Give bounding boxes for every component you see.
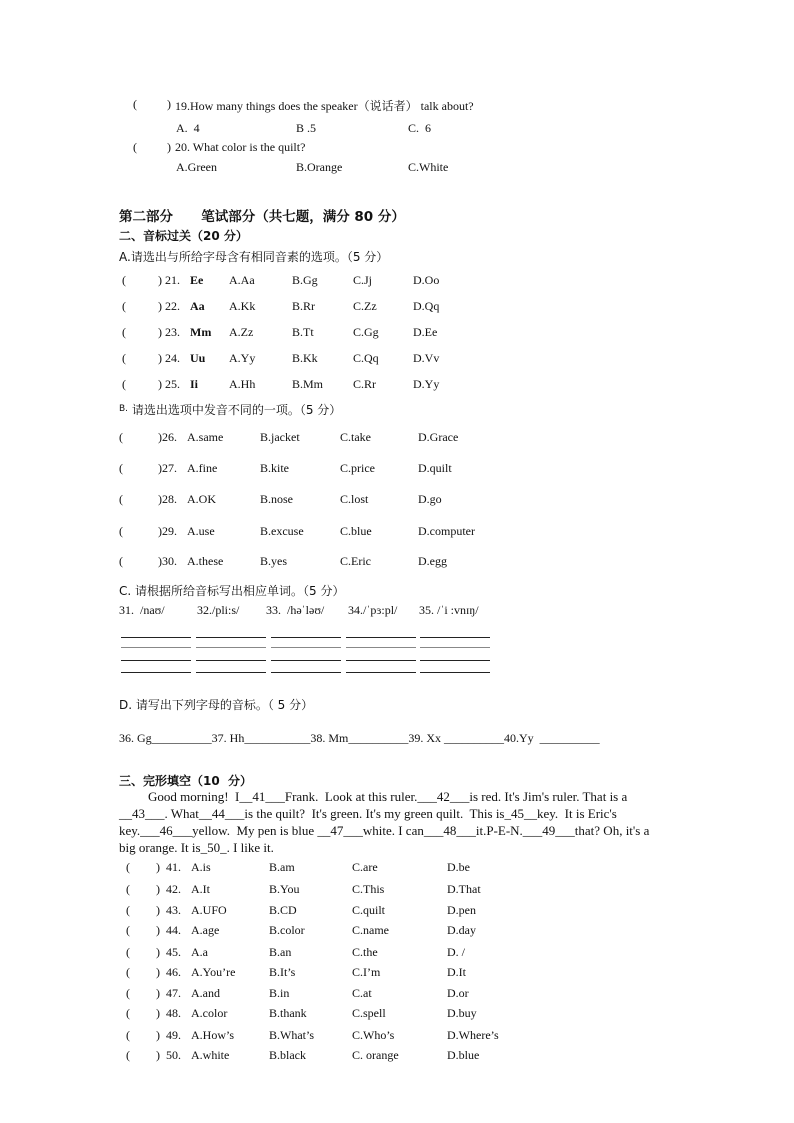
writing-guide-line[interactable] bbox=[121, 647, 191, 648]
option-b[interactable]: B.am bbox=[269, 860, 295, 874]
answer-bracket[interactable]: ( bbox=[122, 351, 126, 365]
option-c[interactable]: C.price bbox=[340, 461, 375, 475]
option-a[interactable]: A.and bbox=[191, 986, 220, 1000]
writing-guide-line[interactable] bbox=[271, 660, 341, 661]
option-c[interactable]: C.Gg bbox=[353, 325, 379, 339]
question-number: ) 47. bbox=[156, 986, 181, 1000]
option-b[interactable]: B.What’s bbox=[269, 1028, 314, 1042]
answer-bracket[interactable]: ( bbox=[126, 882, 130, 896]
answer-bracket[interactable]: ( bbox=[119, 524, 123, 538]
option-d[interactable]: D.Oo bbox=[413, 273, 440, 287]
writing-guide-line[interactable] bbox=[271, 647, 341, 648]
option-b[interactable]: B.in bbox=[269, 986, 290, 1000]
question-number: ) 46. bbox=[156, 965, 181, 979]
answer-bracket[interactable]: ( bbox=[126, 860, 130, 874]
section-b-prefix: B. bbox=[119, 404, 129, 414]
q20-option-c[interactable]: C.White bbox=[408, 160, 449, 174]
phonetic-item-33: 33. /həˈləʊ/ bbox=[266, 603, 325, 617]
option-d[interactable]: D.go bbox=[418, 492, 442, 506]
option-c[interactable]: C.Jj bbox=[353, 273, 373, 287]
writing-guide-line[interactable] bbox=[196, 660, 266, 661]
answer-bracket[interactable]: ( bbox=[122, 299, 126, 313]
letter-phonetics-line[interactable]: 36. Gg__________37. Hh___________38. Mm__________39. Xx __________40.Yy __________ bbox=[119, 731, 600, 745]
answer-bracket[interactable]: ( bbox=[122, 377, 126, 391]
writing-guide-line[interactable] bbox=[346, 672, 416, 673]
option-d[interactable]: D.Ee bbox=[413, 325, 438, 339]
option-b[interactable]: B.color bbox=[269, 923, 305, 937]
writing-guide-line[interactable] bbox=[420, 660, 490, 661]
answer-bracket[interactable]: ( bbox=[119, 492, 123, 506]
writing-guide-line[interactable] bbox=[121, 660, 191, 661]
option-a[interactable]: A.Zz bbox=[229, 325, 254, 339]
option-c[interactable]: C.lost bbox=[340, 492, 369, 506]
option-a[interactable]: A.a bbox=[191, 945, 208, 959]
q19-option-c[interactable]: C. 6 bbox=[408, 121, 432, 135]
option-d[interactable]: D.be bbox=[447, 860, 470, 874]
answer-bracket[interactable]: ( bbox=[126, 1048, 130, 1062]
question-number: ) 23. bbox=[158, 325, 180, 339]
option-b[interactable]: B.It’s bbox=[269, 965, 296, 979]
question-number: ) 25. bbox=[158, 377, 180, 391]
option-d[interactable]: D.That bbox=[447, 882, 481, 896]
part2-title: 第二部分 笔试部分（共七题，满分 80 分） bbox=[119, 209, 405, 225]
question-number: ) 24. bbox=[158, 351, 180, 365]
answer-bracket[interactable]: ( bbox=[126, 945, 130, 959]
option-b[interactable]: B.nose bbox=[260, 492, 293, 506]
question-number: ) 45. bbox=[156, 945, 181, 959]
writing-guide-line[interactable] bbox=[346, 660, 416, 661]
answer-bracket[interactable]: ( bbox=[126, 1006, 130, 1020]
option-c[interactable]: C.This bbox=[352, 882, 385, 896]
option-d[interactable]: D.egg bbox=[418, 554, 447, 568]
option-d[interactable]: D.Yy bbox=[413, 377, 440, 391]
option-a[interactable]: A.Aa bbox=[229, 273, 255, 287]
q19-option-b[interactable]: B .5 bbox=[296, 121, 317, 135]
answer-bracket[interactable]: ( bbox=[122, 325, 126, 339]
option-a[interactable]: A.How’s bbox=[191, 1028, 235, 1042]
option-d[interactable]: D.Where’s bbox=[447, 1028, 499, 1042]
option-d[interactable]: D.Qq bbox=[413, 299, 440, 313]
phonetic-item-31: 31. /naʊ/ bbox=[119, 603, 165, 617]
option-c[interactable]: C.Qq bbox=[353, 351, 379, 365]
writing-guide-line[interactable] bbox=[420, 672, 490, 673]
option-b[interactable]: B.You bbox=[269, 882, 300, 896]
section-c-title: C. 请根据所给音标写出相应单词。（5 分） bbox=[119, 584, 345, 598]
section-phonetics-title: 二、音标过关（20 分） bbox=[119, 229, 248, 243]
q20-option-b[interactable]: B.Orange bbox=[296, 160, 343, 174]
q19-bracket[interactable]: ( ) bbox=[133, 97, 171, 111]
option-b[interactable]: B.Kk bbox=[292, 351, 318, 365]
writing-guide-line[interactable] bbox=[121, 637, 191, 638]
option-c[interactable]: C.Zz bbox=[353, 299, 377, 313]
question-number: ) 22. bbox=[158, 299, 180, 313]
section-a-title: A.请选出与所给字母含有相同音素的选项。（5 分） bbox=[119, 250, 389, 264]
given-letter: Ee bbox=[190, 273, 204, 287]
writing-guide-line[interactable] bbox=[121, 672, 191, 673]
question-number: ) 50. bbox=[156, 1048, 181, 1062]
option-a[interactable]: A.color bbox=[191, 1006, 228, 1020]
passage-line-1: Good morning! I__41___Frank. Look at this ruler.___42___is red. It's Jim's ruler. That is a bbox=[148, 789, 628, 804]
section-d-title: D. 请写出下列字母的音标。（ 5 分） bbox=[119, 698, 314, 712]
option-a[interactable]: A.OK bbox=[187, 492, 216, 506]
q20-stem: 20. What color is the quilt? bbox=[175, 140, 306, 154]
option-c[interactable]: C.at bbox=[352, 986, 372, 1000]
q20-bracket[interactable]: ( ) bbox=[133, 140, 171, 154]
option-b[interactable]: B.Rr bbox=[292, 299, 316, 313]
answer-bracket[interactable]: ( bbox=[119, 430, 123, 444]
option-b[interactable]: B.an bbox=[269, 945, 292, 959]
option-d[interactable]: D.Vv bbox=[413, 351, 440, 365]
phonetic-item-34: 34./ˈpɜ:pl/ bbox=[348, 603, 398, 617]
writing-guide-line[interactable] bbox=[271, 672, 341, 673]
option-b[interactable]: B.CD bbox=[269, 903, 297, 917]
option-a[interactable]: A.these bbox=[187, 554, 224, 568]
option-b[interactable]: B.jacket bbox=[260, 430, 300, 444]
option-a[interactable]: A.Kk bbox=[229, 299, 256, 313]
answer-bracket[interactable]: ( bbox=[126, 903, 130, 917]
option-c[interactable]: C.the bbox=[352, 945, 378, 959]
answer-bracket[interactable]: ( bbox=[119, 554, 123, 568]
option-a[interactable]: A.same bbox=[187, 430, 224, 444]
question-number: )26. bbox=[158, 430, 177, 444]
given-letter: Ii bbox=[190, 377, 199, 391]
option-b[interactable]: B.Gg bbox=[292, 273, 318, 287]
option-c[interactable]: C.name bbox=[352, 923, 389, 937]
option-d[interactable]: D.or bbox=[447, 986, 469, 1000]
given-letter: Aa bbox=[190, 299, 205, 313]
option-c[interactable]: C.blue bbox=[340, 524, 372, 538]
writing-guide-line[interactable] bbox=[196, 637, 266, 638]
question-number: ) 44. bbox=[156, 923, 181, 937]
writing-guide-line[interactable] bbox=[420, 647, 490, 648]
option-b[interactable]: B.black bbox=[269, 1048, 306, 1062]
option-d[interactable]: D.Grace bbox=[418, 430, 459, 444]
option-a[interactable]: A.It bbox=[191, 882, 210, 896]
option-d[interactable]: D.computer bbox=[418, 524, 475, 538]
given-letter: Uu bbox=[190, 351, 206, 365]
question-number: ) 41. bbox=[156, 860, 181, 874]
passage-line-4: big orange. It is_50_. I like it. bbox=[119, 840, 274, 855]
writing-guide-line[interactable] bbox=[196, 647, 266, 648]
option-a[interactable]: A.use bbox=[187, 524, 215, 538]
question-number: )27. bbox=[158, 461, 177, 475]
phonetic-item-32: 32./pli:s/ bbox=[197, 603, 240, 617]
question-number: )28. bbox=[158, 492, 177, 506]
phonetic-item-35: 35. /ˈi :vnɪŋ/ bbox=[419, 603, 479, 617]
option-a[interactable]: A.UFO bbox=[191, 903, 227, 917]
answer-bracket[interactable]: ( bbox=[126, 923, 130, 937]
writing-guide-line[interactable] bbox=[346, 647, 416, 648]
answer-bracket[interactable]: ( bbox=[126, 965, 130, 979]
section-cloze-title: 三、完形填空（10 分） bbox=[119, 774, 253, 788]
option-c[interactable]: C.Eric bbox=[340, 554, 371, 568]
option-a[interactable]: A.You’re bbox=[191, 965, 236, 979]
option-b[interactable]: B.Tt bbox=[292, 325, 314, 339]
writing-guide-line[interactable] bbox=[271, 637, 341, 638]
q20-option-a[interactable]: A.Green bbox=[176, 160, 217, 174]
option-b[interactable]: B.yes bbox=[260, 554, 287, 568]
option-d[interactable]: D.day bbox=[447, 923, 476, 937]
writing-guide-line[interactable] bbox=[346, 637, 416, 638]
question-number: ) 49. bbox=[156, 1028, 181, 1042]
option-d[interactable]: D.blue bbox=[447, 1048, 480, 1062]
option-d[interactable]: D.pen bbox=[447, 903, 476, 917]
option-a[interactable]: A.Hh bbox=[229, 377, 256, 391]
q19-option-a[interactable]: A. 4 bbox=[176, 121, 200, 135]
writing-guide-line[interactable] bbox=[196, 672, 266, 673]
question-number: ) 48. bbox=[156, 1006, 181, 1020]
question-number: ) 42. bbox=[156, 882, 181, 896]
answer-bracket[interactable]: ( bbox=[122, 273, 126, 287]
answer-bracket[interactable]: ( bbox=[119, 461, 123, 475]
option-b[interactable]: B.Mm bbox=[292, 377, 324, 391]
option-a[interactable]: A.Yy bbox=[229, 351, 256, 365]
option-c[interactable]: C.Who’s bbox=[352, 1028, 395, 1042]
option-b[interactable]: B.excuse bbox=[260, 524, 304, 538]
option-a[interactable]: A.white bbox=[191, 1048, 230, 1062]
option-b[interactable]: B.thank bbox=[269, 1006, 307, 1020]
section-b-title: 请选出选项中发音不同的一项。（5 分） bbox=[128, 403, 342, 417]
answer-bracket[interactable]: ( bbox=[126, 1028, 130, 1042]
option-c[interactable]: C.spell bbox=[352, 1006, 386, 1020]
question-number: )30. bbox=[158, 554, 177, 568]
option-c[interactable]: C.quilt bbox=[352, 903, 386, 917]
option-c[interactable]: C. orange bbox=[352, 1048, 399, 1062]
option-d[interactable]: D.buy bbox=[447, 1006, 477, 1020]
option-c[interactable]: C.are bbox=[352, 860, 378, 874]
option-d[interactable]: D.quilt bbox=[418, 461, 452, 475]
option-c[interactable]: C.take bbox=[340, 430, 371, 444]
answer-bracket[interactable]: ( bbox=[126, 986, 130, 1000]
option-c[interactable]: C.Rr bbox=[353, 377, 377, 391]
passage-line-2: __43___. What__44___is the quilt? It's green. It's my green quilt. This is_45__key. It is Eric's bbox=[119, 806, 617, 821]
question-number: ) 43. bbox=[156, 903, 181, 917]
option-a[interactable]: A.fine bbox=[187, 461, 218, 475]
given-letter: Mm bbox=[190, 325, 212, 339]
writing-guide-line[interactable] bbox=[420, 637, 490, 638]
option-b[interactable]: B.kite bbox=[260, 461, 289, 475]
option-a[interactable]: A.age bbox=[191, 923, 220, 937]
option-a[interactable]: A.is bbox=[191, 860, 211, 874]
option-d[interactable]: D.It bbox=[447, 965, 466, 979]
question-number: )29. bbox=[158, 524, 177, 538]
option-d[interactable]: D. / bbox=[447, 945, 465, 959]
option-c[interactable]: C.I’m bbox=[352, 965, 381, 979]
passage-line-3: key.___46___yellow. My pen is blue __47___white. I can___48___it.P-E-N.___49___that? Oh, it's a bbox=[119, 823, 650, 838]
q19-stem: 19.How many things does the speaker（说话者） talk about? bbox=[175, 99, 474, 113]
question-number: ) 21. bbox=[158, 273, 180, 287]
